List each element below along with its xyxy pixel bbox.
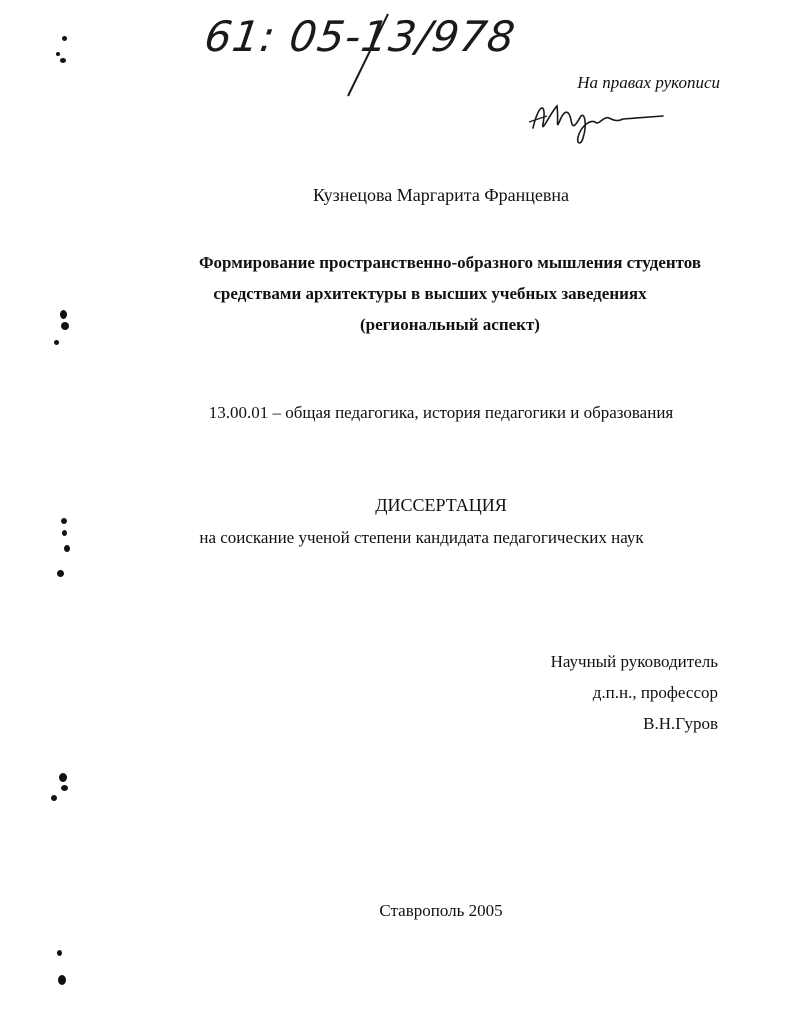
title-line: (региональный аспект) bbox=[360, 315, 540, 334]
title-line: Формирование пространственно-образного мышления студентов bbox=[198, 253, 702, 272]
supervisor-role: Научный руководитель bbox=[550, 652, 718, 671]
specialty-code: 13.00.01 – общая педагогика, история педагогики и образования bbox=[208, 403, 674, 422]
place-year: Ставрополь 2005 bbox=[379, 901, 503, 920]
supervisor-degree: д.п.н., профессор bbox=[592, 683, 718, 702]
archive-code: 61: 05-13/978 bbox=[201, 12, 519, 61]
degree-sought: на соискание ученой степени кандидата педагогических наук bbox=[199, 528, 644, 547]
rights-note: На правах рукописи bbox=[577, 73, 720, 92]
document-type: ДИССЕРТАЦИЯ bbox=[375, 495, 507, 515]
signature-image bbox=[525, 92, 675, 152]
author-name: Кузнецова Маргарита Францевна bbox=[313, 185, 569, 205]
archive-slash-stroke bbox=[340, 10, 400, 100]
title-line: средствами архитектуры в высших учебных заведениях bbox=[213, 284, 647, 303]
dissertation-title bbox=[100, 247, 798, 340]
supervisor-name: В.Н.Гуров bbox=[643, 714, 718, 733]
